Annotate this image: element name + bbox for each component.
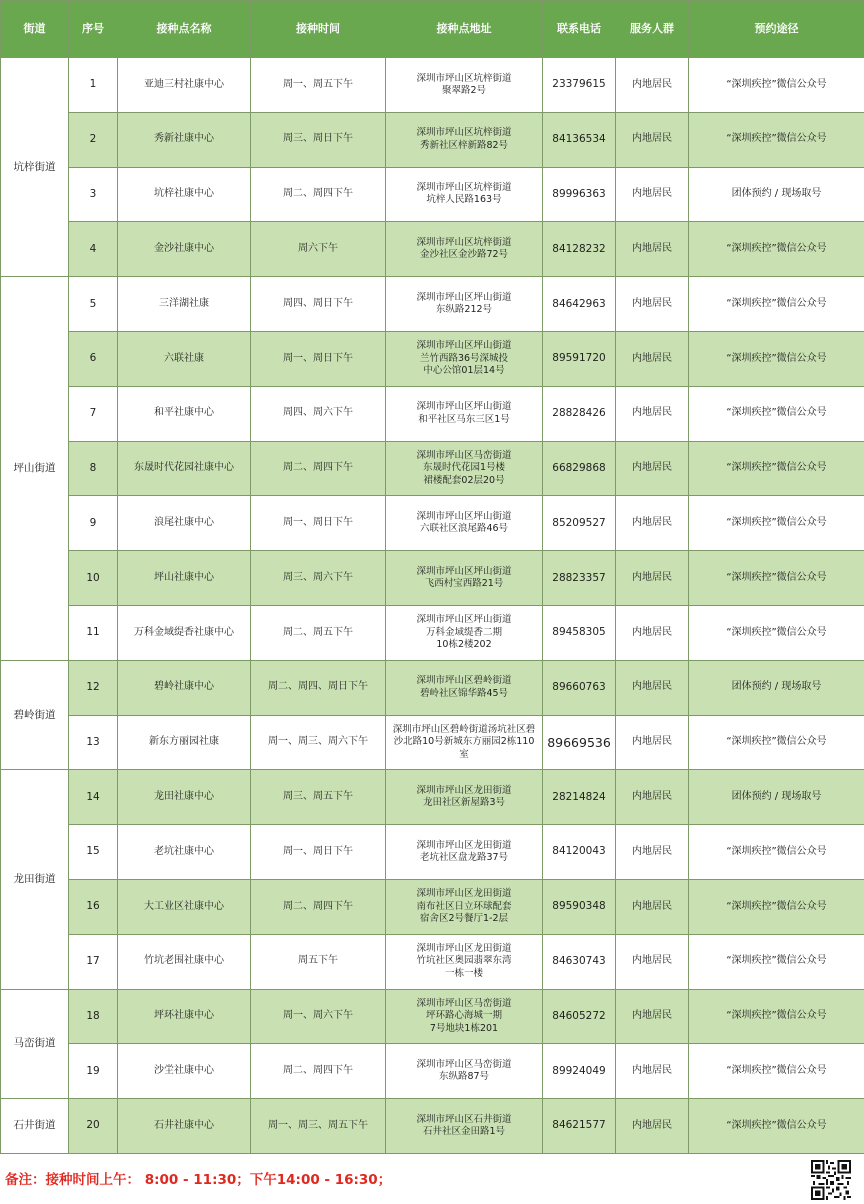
table-row xyxy=(1,277,864,332)
site-address: 深圳市坪山区坪山街道 六联社区浪尾路46号 xyxy=(386,496,543,551)
header-number: 序号 xyxy=(69,1,118,58)
vaccination-time: 周一、周日下午 xyxy=(251,825,386,880)
site-address: 深圳市坪山区坑梓街道 坑梓人民路163号 xyxy=(386,167,543,222)
contact-phone: 84136534 xyxy=(543,112,616,167)
booking-method: “深圳疾控”微信公众号 xyxy=(689,277,864,332)
table-row xyxy=(1,879,864,934)
table-row xyxy=(1,989,864,1044)
row-number: 7 xyxy=(69,386,118,441)
row-number: 10 xyxy=(69,551,118,606)
vaccination-time: 周三、周日下午 xyxy=(251,112,386,167)
service-group: 内地居民 xyxy=(616,222,689,277)
table-row xyxy=(1,551,864,606)
contact-phone: 84128232 xyxy=(543,222,616,277)
site-name: 东晟时代花园社康中心 xyxy=(118,441,251,496)
site-address: 深圳市坪山区坑梓街道 聚翠路2号 xyxy=(386,58,543,113)
table-row xyxy=(1,167,864,222)
site-name: 秀新社康中心 xyxy=(118,112,251,167)
site-name: 坪山社康中心 xyxy=(118,551,251,606)
site-address: 深圳市坪山区碧岭街道 碧岭社区锦华路45号 xyxy=(386,660,543,715)
service-group: 内地居民 xyxy=(616,58,689,113)
site-name: 竹坑老围社康中心 xyxy=(118,934,251,989)
contact-phone: 89996363 xyxy=(543,167,616,222)
vaccination-time: 周三、周六下午 xyxy=(251,551,386,606)
row-number: 16 xyxy=(69,879,118,934)
contact-phone: 89669536 xyxy=(543,715,616,770)
site-name: 老坑社康中心 xyxy=(118,825,251,880)
site-name: 金沙社康中心 xyxy=(118,222,251,277)
header-site-name: 接种点名称 xyxy=(118,1,251,58)
row-number: 11 xyxy=(69,605,118,660)
booking-method: “深圳疾控”微信公众号 xyxy=(689,934,864,989)
row-number: 5 xyxy=(69,277,118,332)
street-cell: 碧岭街道 xyxy=(1,660,69,770)
site-address: 深圳市坪山区碧岭街道汤坑社区碧 沙北路10号新城东方丽园2栋110 室 xyxy=(386,715,543,770)
vaccination-time: 周一、周日下午 xyxy=(251,331,386,386)
header-time: 接种时间 xyxy=(251,1,386,58)
site-address: 深圳市坪山区石井街道 石井社区金田路1号 xyxy=(386,1099,543,1154)
service-group: 内地居民 xyxy=(616,1099,689,1154)
table-row xyxy=(1,112,864,167)
contact-phone: 84621577 xyxy=(543,1099,616,1154)
site-name: 六联社康 xyxy=(118,331,251,386)
contact-phone: 89590348 xyxy=(543,879,616,934)
contact-phone: 89458305 xyxy=(543,605,616,660)
service-group: 内地居民 xyxy=(616,551,689,606)
site-address: 深圳市坪山区马峦街道 坪环路心海城一期 7号地块1栋201 xyxy=(386,989,543,1044)
contact-phone: 23379615 xyxy=(543,58,616,113)
row-number: 1 xyxy=(69,58,118,113)
site-address: 深圳市坪山区龙田街道 南布社区日立环球配套 宿舍区2号餐厅1-2层 xyxy=(386,879,543,934)
site-address: 深圳市坪山区龙田街道 老坑社区盘龙路37号 xyxy=(386,825,543,880)
service-group: 内地居民 xyxy=(616,934,689,989)
table-row xyxy=(1,770,864,825)
row-number: 8 xyxy=(69,441,118,496)
site-name: 浪尾社康中心 xyxy=(118,496,251,551)
service-group: 内地居民 xyxy=(616,167,689,222)
table-row xyxy=(1,496,864,551)
table-row xyxy=(1,934,864,989)
booking-method: “深圳疾控”微信公众号 xyxy=(689,989,864,1044)
service-group: 内地居民 xyxy=(616,496,689,551)
vaccination-time: 周二、周五下午 xyxy=(251,605,386,660)
contact-phone: 85209527 xyxy=(543,496,616,551)
booking-method: “深圳疾控”微信公众号 xyxy=(689,551,864,606)
street-cell: 马峦街道 xyxy=(1,989,69,1099)
service-group: 内地居民 xyxy=(616,989,689,1044)
service-group: 内地居民 xyxy=(616,715,689,770)
service-group: 内地居民 xyxy=(616,605,689,660)
vaccination-time: 周二、周四、周日下午 xyxy=(251,660,386,715)
contact-phone: 84630743 xyxy=(543,934,616,989)
vaccination-time: 周五下午 xyxy=(251,934,386,989)
header-booking: 预约途径 xyxy=(689,1,864,58)
street-cell: 坑梓街道 xyxy=(1,58,69,277)
site-name: 碧岭社康中心 xyxy=(118,660,251,715)
service-group: 内地居民 xyxy=(616,660,689,715)
contact-phone: 28828426 xyxy=(543,386,616,441)
booking-method: 团体预约 / 现场取号 xyxy=(689,167,864,222)
row-number: 2 xyxy=(69,112,118,167)
contact-phone: 84605272 xyxy=(543,989,616,1044)
header-phone: 联系电话 xyxy=(543,1,616,58)
vaccination-time: 周一、周三、周六下午 xyxy=(251,715,386,770)
service-group: 内地居民 xyxy=(616,386,689,441)
header-service-group: 服务人群 xyxy=(616,1,689,58)
contact-phone: 66829868 xyxy=(543,441,616,496)
site-name: 和平社康中心 xyxy=(118,386,251,441)
street-cell: 龙田街道 xyxy=(1,770,69,989)
site-name: 万科金域缇香社康中心 xyxy=(118,605,251,660)
booking-method: “深圳疾控”微信公众号 xyxy=(689,222,864,277)
booking-method: “深圳疾控”微信公众号 xyxy=(689,879,864,934)
booking-method: “深圳疾控”微信公众号 xyxy=(689,441,864,496)
contact-phone: 84120043 xyxy=(543,825,616,880)
service-group: 内地居民 xyxy=(616,331,689,386)
vaccination-time: 周一、周五下午 xyxy=(251,58,386,113)
booking-method: “深圳疾控”微信公众号 xyxy=(689,825,864,880)
vaccination-time: 周四、周日下午 xyxy=(251,277,386,332)
booking-method: 团体预约 / 现场取号 xyxy=(689,770,864,825)
site-name: 亚迪三村社康中心 xyxy=(118,58,251,113)
service-group: 内地居民 xyxy=(616,277,689,332)
contact-phone: 89591720 xyxy=(543,331,616,386)
site-address: 深圳市坪山区坑梓街道 秀新社区梓新路82号 xyxy=(386,112,543,167)
service-group: 内地居民 xyxy=(616,1044,689,1099)
table-row xyxy=(1,222,864,277)
row-number: 4 xyxy=(69,222,118,277)
site-name: 沙坣社康中心 xyxy=(118,1044,251,1099)
row-number: 9 xyxy=(69,496,118,551)
booking-method: “深圳疾控”微信公众号 xyxy=(689,496,864,551)
service-group: 内地居民 xyxy=(616,441,689,496)
table-row xyxy=(1,715,864,770)
row-number: 14 xyxy=(69,770,118,825)
booking-method: “深圳疾控”微信公众号 xyxy=(689,386,864,441)
vaccination-time: 周一、周三、周五下午 xyxy=(251,1099,386,1154)
row-number: 12 xyxy=(69,660,118,715)
street-cell: 石井街道 xyxy=(1,1099,69,1154)
table-row xyxy=(1,331,864,386)
vaccination-time: 周一、周日下午 xyxy=(251,496,386,551)
row-number: 13 xyxy=(69,715,118,770)
contact-phone: 89660763 xyxy=(543,660,616,715)
header-street: 街道 xyxy=(1,1,69,58)
row-number: 6 xyxy=(69,331,118,386)
service-group: 内地居民 xyxy=(616,770,689,825)
row-number: 3 xyxy=(69,167,118,222)
site-name: 大工业区社康中心 xyxy=(118,879,251,934)
site-address: 深圳市坪山区坑梓街道 金沙社区金沙路72号 xyxy=(386,222,543,277)
table-row xyxy=(1,58,864,113)
contact-phone: 89924049 xyxy=(543,1044,616,1099)
row-number: 15 xyxy=(69,825,118,880)
vaccination-time: 周二、周四下午 xyxy=(251,167,386,222)
booking-method: “深圳疾控”微信公众号 xyxy=(689,605,864,660)
vaccination-time: 周六下午 xyxy=(251,222,386,277)
booking-method: “深圳疾控”微信公众号 xyxy=(689,58,864,113)
table-row xyxy=(1,825,864,880)
contact-phone: 84642963 xyxy=(543,277,616,332)
booking-method: “深圳疾控”微信公众号 xyxy=(689,715,864,770)
site-address: 深圳市坪山区坪山街道 飞西村宝西路21号 xyxy=(386,551,543,606)
vaccination-time: 周二、周四下午 xyxy=(251,1044,386,1099)
booking-method: “深圳疾控”微信公众号 xyxy=(689,331,864,386)
contact-phone: 28823357 xyxy=(543,551,616,606)
site-name: 三洋湖社康 xyxy=(118,277,251,332)
row-number: 19 xyxy=(69,1044,118,1099)
vaccination-time: 周四、周六下午 xyxy=(251,386,386,441)
table-row xyxy=(1,660,864,715)
service-group: 内地居民 xyxy=(616,825,689,880)
site-address: 深圳市坪山区坪山街道 东纵路212号 xyxy=(386,277,543,332)
table-row xyxy=(1,1044,864,1099)
site-address: 深圳市坪山区坪山街道 兰竹西路36号深城投 中心公馆01层14号 xyxy=(386,331,543,386)
site-name: 石井社康中心 xyxy=(118,1099,251,1154)
booking-method: 团体预约 / 现场取号 xyxy=(689,660,864,715)
site-name: 龙田社康中心 xyxy=(118,770,251,825)
booking-method: “深圳疾控”微信公众号 xyxy=(689,1044,864,1099)
table-row xyxy=(1,441,864,496)
booking-method: “深圳疾控”微信公众号 xyxy=(689,112,864,167)
site-name: 新东方丽园社康 xyxy=(118,715,251,770)
vaccination-time: 周二、周四下午 xyxy=(251,441,386,496)
contact-phone: 28214824 xyxy=(543,770,616,825)
service-group: 内地居民 xyxy=(616,112,689,167)
vaccination-time: 周一、周六下午 xyxy=(251,989,386,1044)
qr-code-icon xyxy=(811,1160,851,1200)
site-address: 深圳市坪山区龙田街道 龙田社区新屋路3号 xyxy=(386,770,543,825)
table-row xyxy=(1,386,864,441)
site-address: 深圳市坪山区龙田街道 竹坑社区奥园翡翠东湾 一栋一楼 xyxy=(386,934,543,989)
table-row xyxy=(1,605,864,660)
site-address: 深圳市坪山区马峦街道 东纵路87号 xyxy=(386,1044,543,1099)
vaccination-time: 周三、周五下午 xyxy=(251,770,386,825)
service-group: 内地居民 xyxy=(616,879,689,934)
street-cell: 坪山街道 xyxy=(1,277,69,661)
booking-method: “深圳疾控”微信公众号 xyxy=(689,1099,864,1154)
site-name: 坑梓社康中心 xyxy=(118,167,251,222)
row-number: 18 xyxy=(69,989,118,1044)
site-address: 深圳市坪山区坪山街道 万科金域缇香二期 10栋2楼202 xyxy=(386,605,543,660)
vaccination-time: 周二、周四下午 xyxy=(251,879,386,934)
footnote-vaccination-hours: 备注：接种时间上午： 8:00 - 11:30；下午14:00 - 16:30； xyxy=(5,1172,392,1188)
row-number: 17 xyxy=(69,934,118,989)
site-address: 深圳市坪山区坪山街道 和平社区马东三区1号 xyxy=(386,386,543,441)
site-address: 深圳市坪山区马峦街道 东晟时代花园1号楼 裙楼配套02层20号 xyxy=(386,441,543,496)
row-number: 20 xyxy=(69,1099,118,1154)
table-header-row xyxy=(1,1,864,58)
table-row xyxy=(1,1099,864,1154)
header-address: 接种点地址 xyxy=(386,1,543,58)
site-name: 坪环社康中心 xyxy=(118,989,251,1044)
